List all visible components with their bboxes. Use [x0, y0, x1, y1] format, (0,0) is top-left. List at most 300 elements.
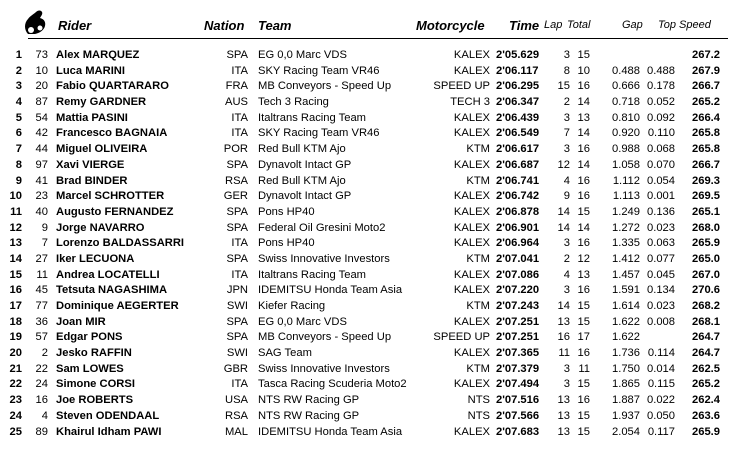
team-name: MB Conveyors - Speed Up	[258, 331, 392, 344]
best-lap: 3	[563, 111, 570, 124]
position: 16	[9, 284, 22, 297]
gap-to-first: 1.887	[612, 394, 640, 407]
best-time: 2'07.041	[496, 252, 540, 265]
team-name: NTS RW Racing GP	[258, 394, 360, 407]
gap-to-first: 1.335	[612, 237, 640, 250]
best-lap: 16	[557, 331, 570, 344]
motorcycle: KALEX	[453, 64, 490, 77]
best-lap: 3	[563, 362, 570, 375]
top-speed: 269.3	[692, 174, 720, 187]
rider-number: 42	[35, 127, 48, 140]
team-name: Italtrans Racing Team	[258, 111, 366, 124]
motorcycle: KTM	[466, 174, 490, 187]
gap-to-previous: 0.014	[647, 362, 675, 375]
nation: ITA	[231, 64, 248, 77]
total-laps: 15	[577, 300, 590, 312]
table-row	[0, 142, 738, 158]
gap-to-previous: 0.178	[647, 80, 675, 93]
rider-number: 16	[35, 394, 48, 407]
table-row	[0, 362, 738, 378]
top-speed: 265.8	[692, 143, 720, 156]
gap-to-first: 1.591	[612, 284, 640, 297]
rider-name: Fabio QUARTARARO	[56, 80, 169, 93]
motorcycle: NTS	[467, 394, 490, 407]
rider-name: Joan MIR	[56, 315, 106, 328]
col-gap-header: Gap	[622, 19, 643, 31]
rider-name: Simone CORSI	[56, 378, 135, 391]
gap-to-first: 0.988	[612, 143, 640, 156]
rider-name: Khairul Idham PAWI	[56, 425, 162, 438]
gap-to-first: 1.249	[612, 205, 640, 218]
motorcycle: KALEX	[453, 284, 490, 297]
table-row	[0, 111, 738, 127]
rider-number: 44	[35, 143, 48, 156]
gap-to-previous: 0.114	[647, 347, 675, 360]
rider-name: Alex MARQUEZ	[56, 49, 140, 61]
best-lap: 14	[557, 300, 570, 312]
motorcycle: KALEX	[453, 127, 490, 140]
rider-number: 87	[35, 96, 48, 109]
rider-number: 57	[35, 331, 48, 344]
motorcycle: KTM	[466, 362, 490, 375]
table-row	[0, 48, 738, 64]
motorcycle: KALEX	[453, 268, 490, 281]
motorcycle: KALEX	[453, 221, 490, 234]
col-total-header: Total	[567, 19, 591, 31]
rider-name: Sam LOWES	[56, 362, 124, 375]
position: 25	[9, 425, 22, 438]
rider-number: 45	[35, 284, 48, 297]
motorcycle: KALEX	[453, 315, 490, 328]
gap-to-previous: 0.068	[647, 143, 675, 156]
top-speed: 265.9	[692, 425, 720, 438]
rider-name: Jesko RAFFIN	[56, 347, 132, 360]
nation: ITA	[231, 378, 248, 391]
rider-number: 11	[36, 268, 48, 281]
gap-to-first: 0.810	[612, 111, 640, 124]
position: 11	[10, 205, 22, 218]
best-lap: 3	[563, 378, 570, 391]
gap-to-first: 1.750	[612, 362, 640, 375]
table-row	[0, 409, 738, 425]
position: 5	[15, 111, 22, 124]
table-row	[0, 299, 738, 315]
gap-to-previous: 0.070	[647, 158, 675, 171]
total-laps: 16	[577, 394, 590, 407]
best-time: 2'07.251	[496, 331, 540, 344]
gap-to-previous: 0.110	[647, 127, 675, 140]
nation: SPA	[226, 331, 248, 344]
best-lap: 13	[557, 425, 570, 438]
table-row	[0, 330, 738, 346]
team-name: SKY Racing Team VR46	[258, 127, 380, 140]
total-laps: 11	[578, 362, 590, 375]
nation: SPA	[226, 205, 248, 218]
best-lap: 12	[557, 158, 570, 171]
rider-number: 9	[41, 221, 48, 234]
position: 15	[9, 268, 22, 281]
best-lap: 2	[563, 96, 570, 109]
team-name: Red Bull KTM Ajo	[258, 174, 346, 187]
col-time-header: Time	[509, 18, 540, 33]
team-name: Dynavolt Intact GP	[258, 190, 352, 203]
rider-name: Mattia PASINI	[56, 111, 128, 124]
nation: SPA	[226, 252, 248, 265]
top-speed: 267.2	[692, 49, 720, 61]
total-laps: 15	[577, 49, 590, 61]
results-table	[0, 48, 738, 440]
nation: RSA	[224, 409, 248, 422]
gap-to-first: 1.622	[612, 331, 640, 344]
total-laps: 13	[577, 268, 590, 281]
best-time: 2'06.964	[496, 237, 540, 250]
gap-to-first: 1.113	[612, 190, 640, 203]
nation: USA	[224, 394, 248, 407]
nation: SPA	[226, 49, 248, 61]
nation: RSA	[224, 174, 248, 187]
table-row	[0, 346, 738, 362]
team-name: Tasca Racing Scuderia Moto2	[258, 378, 407, 391]
nation: SWI	[226, 300, 248, 312]
motorcycle: KALEX	[453, 378, 490, 391]
team-name: EG 0,0 Marc VDS	[258, 315, 347, 328]
position: 24	[9, 409, 22, 422]
rider-number: 73	[35, 49, 48, 61]
gap-to-previous: 0.023	[647, 221, 675, 234]
top-speed: 262.4	[692, 394, 720, 407]
best-time: 2'05.629	[496, 49, 540, 61]
position: 8	[15, 158, 22, 171]
nation: SPA	[226, 158, 248, 171]
results-header	[0, 0, 738, 38]
team-name: MB Conveyors - Speed Up	[258, 80, 392, 93]
total-laps: 15	[577, 378, 590, 391]
best-time: 2'07.220	[496, 284, 540, 297]
gap-to-previous: 0.134	[647, 284, 675, 297]
top-speed: 268.0	[692, 221, 720, 234]
top-speed: 265.2	[692, 96, 720, 109]
rider-number: 36	[35, 315, 48, 328]
table-row	[0, 158, 738, 174]
top-speed: 265.2	[692, 378, 720, 391]
motorcycle: KALEX	[453, 237, 490, 250]
position: 12	[9, 221, 22, 234]
nation: GER	[223, 190, 248, 203]
team-name: Pons HP40	[258, 205, 315, 218]
rider-name: Edgar PONS	[56, 331, 123, 344]
best-time: 2'07.516	[496, 394, 540, 407]
top-speed: 265.1	[692, 205, 720, 218]
nation: ITA	[231, 111, 248, 124]
col-team-header: Team	[258, 18, 292, 33]
team-name: NTS RW Racing GP	[258, 409, 360, 422]
rider-number: 89	[35, 425, 48, 438]
table-row	[0, 252, 738, 268]
motorcycle: KTM	[466, 300, 490, 312]
top-speed: 262.5	[692, 362, 720, 375]
rider-name: Augusto FERNANDEZ	[56, 205, 174, 218]
best-time: 2'06.617	[496, 143, 540, 156]
best-lap: 13	[557, 409, 570, 422]
motorcycle: KALEX	[453, 347, 490, 360]
col-motorcycle-header: Motorcycle	[416, 18, 485, 33]
table-row	[0, 268, 738, 284]
total-laps: 10	[577, 64, 590, 77]
best-time: 2'06.901	[496, 221, 540, 234]
team-name: Swiss Innovative Investors	[258, 252, 390, 265]
best-lap: 14	[557, 205, 570, 218]
top-speed: 266.7	[692, 158, 720, 171]
team-name: IDEMITSU Honda Team Asia	[258, 284, 403, 297]
top-speed: 264.7	[692, 347, 720, 360]
nation: JPN	[226, 284, 248, 297]
team-name: Kiefer Racing	[258, 300, 326, 312]
position: 13	[9, 237, 22, 250]
rider-name: Iker LECUONA	[56, 252, 135, 265]
best-time: 2'06.117	[496, 64, 539, 77]
position: 23	[9, 394, 22, 407]
gap-to-first: 1.457	[612, 268, 640, 281]
rider-name: Dominique AEGERTER	[56, 300, 179, 312]
best-lap: 7	[563, 127, 570, 140]
best-time: 2'07.379	[496, 362, 540, 375]
top-speed: 264.7	[692, 331, 720, 344]
rider-number: 2	[41, 347, 48, 360]
team-name: Swiss Innovative Investors	[258, 362, 390, 375]
gap-to-previous: 0.117	[647, 425, 675, 438]
position: 21	[9, 362, 22, 375]
best-lap: 15	[557, 80, 570, 93]
table-row	[0, 315, 738, 331]
rider-number: 41	[35, 174, 48, 187]
total-laps: 15	[577, 409, 590, 422]
gap-to-first: 2.054	[612, 425, 640, 438]
table-row	[0, 393, 738, 409]
table-row	[0, 205, 738, 221]
top-speed: 265.8	[692, 127, 720, 140]
best-lap: 3	[563, 49, 570, 61]
best-lap: 3	[563, 284, 570, 297]
position: 22	[9, 378, 22, 391]
rider-number: 20	[35, 80, 48, 93]
best-lap: 4	[563, 174, 570, 187]
best-time: 2'07.683	[496, 425, 540, 438]
total-laps: 16	[577, 237, 590, 250]
best-lap: 9	[563, 190, 570, 203]
nation: GBR	[223, 362, 248, 375]
nation: ITA	[231, 237, 248, 250]
gap-to-previous: 0.050	[647, 409, 675, 422]
table-row	[0, 377, 738, 393]
gap-to-first: 0.718	[612, 96, 640, 109]
motorcycle: KALEX	[453, 205, 490, 218]
gap-to-previous: 0.022	[647, 394, 675, 407]
total-laps: 14	[577, 221, 590, 234]
position: 7	[15, 143, 22, 156]
team-name: Federal Oil Gresini Moto2	[258, 221, 386, 234]
top-speed: 266.4	[692, 111, 720, 124]
position: 6	[15, 127, 22, 140]
best-time: 2'06.439	[496, 111, 540, 124]
table-row	[0, 189, 738, 205]
col-rider-header: Rider	[58, 18, 92, 33]
total-laps: 14	[577, 158, 590, 171]
position: 17	[9, 300, 22, 312]
rider-name: Jorge NAVARRO	[56, 221, 145, 234]
gap-to-previous: 0.045	[647, 268, 675, 281]
total-laps: 14	[577, 96, 590, 109]
team-name: Tech 3 Racing	[258, 96, 329, 109]
team-name: SKY Racing Team VR46	[258, 64, 380, 77]
table-row	[0, 236, 738, 252]
total-laps: 12	[577, 252, 590, 265]
rider-number: 40	[35, 205, 48, 218]
col-lap-header: Lap	[544, 19, 563, 31]
best-lap: 11	[558, 347, 570, 360]
rider-number: 23	[35, 190, 48, 203]
rider-number: 97	[35, 158, 48, 171]
table-row	[0, 64, 738, 80]
best-lap: 3	[563, 143, 570, 156]
top-speed: 270.6	[692, 284, 720, 297]
top-speed: 266.7	[692, 80, 720, 93]
rider-number: 77	[35, 300, 48, 312]
table-row	[0, 79, 738, 95]
position: 3	[15, 80, 22, 93]
best-lap: 2	[563, 252, 570, 265]
rider-number: 54	[35, 111, 48, 124]
gap-to-first: 1.736	[612, 347, 640, 360]
rider-name: Marcel SCHROTTER	[56, 190, 165, 203]
rider-number: 24	[35, 378, 48, 391]
position: 4	[15, 96, 22, 109]
team-name: Pons HP40	[258, 237, 315, 250]
rider-name: Steven ODENDAAL	[56, 409, 160, 422]
nation: SWI	[226, 347, 248, 360]
gap-to-previous: 0.052	[647, 96, 675, 109]
motorcycle: NTS	[467, 409, 490, 422]
rider-name: Lorenzo BALDASSARRI	[56, 237, 185, 250]
table-row	[0, 425, 738, 441]
best-time: 2'06.295	[496, 80, 540, 93]
total-laps: 15	[577, 425, 590, 438]
nation: POR	[223, 143, 248, 156]
motorcycle: KALEX	[453, 49, 490, 61]
nation: ITA	[231, 127, 248, 140]
best-time: 2'06.687	[496, 158, 540, 171]
table-row	[0, 126, 738, 142]
motorcycle: KALEX	[453, 190, 490, 203]
gap-to-first: 1.272	[612, 221, 640, 234]
gap-to-previous: 0.092	[647, 111, 675, 124]
gap-to-previous: 0.054	[647, 174, 675, 187]
top-speed: 268.2	[692, 300, 720, 312]
best-lap: 8	[563, 64, 570, 77]
best-time: 2'06.878	[496, 205, 540, 218]
best-lap: 3	[563, 237, 570, 250]
motorcycle-rider-logo-icon	[22, 8, 48, 36]
table-row	[0, 174, 738, 190]
best-lap: 4	[563, 268, 570, 281]
team-name: EG 0,0 Marc VDS	[258, 49, 347, 61]
rider-name: Remy GARDNER	[56, 96, 147, 109]
team-name: IDEMITSU Honda Team Asia	[258, 425, 403, 438]
total-laps: 16	[577, 347, 590, 360]
rider-name: Joe ROBERTS	[56, 394, 134, 407]
rider-name: Andrea LOCATELLI	[56, 268, 160, 281]
team-name: Italtrans Racing Team	[258, 268, 366, 281]
best-time: 2'07.243	[496, 300, 540, 312]
total-laps: 15	[577, 205, 590, 218]
table-row	[0, 221, 738, 237]
best-time: 2'07.365	[496, 347, 540, 360]
rider-name: Luca MARINI	[56, 64, 125, 77]
col-nation-header: Nation	[204, 18, 245, 33]
top-speed: 265.9	[692, 237, 720, 250]
total-laps: 16	[577, 80, 590, 93]
gap-to-first: 1.112	[612, 174, 640, 187]
total-laps: 13	[577, 111, 590, 124]
gap-to-first: 0.920	[612, 127, 640, 140]
best-lap: 14	[557, 221, 570, 234]
total-laps: 17	[577, 331, 590, 344]
best-time: 2'07.251	[496, 315, 540, 328]
nation: SPA	[226, 221, 248, 234]
rider-number: 27	[35, 252, 48, 265]
rider-name: Miguel OLIVEIRA	[56, 143, 148, 156]
total-laps: 16	[577, 174, 590, 187]
team-name: SAG Team	[258, 347, 312, 360]
top-speed: 267.0	[692, 268, 720, 281]
nation: ITA	[231, 268, 248, 281]
gap-to-first: 1.614	[612, 300, 640, 312]
position: 9	[15, 174, 22, 187]
nation: SPA	[226, 315, 248, 328]
rider-number: 10	[35, 64, 48, 77]
motorcycle: KTM	[466, 143, 490, 156]
gap-to-previous: 0.077	[647, 252, 675, 265]
best-lap: 13	[557, 315, 570, 328]
rider-number: 4	[41, 409, 48, 422]
motorcycle: SPEED UP	[433, 80, 490, 93]
motorcycle: KALEX	[453, 111, 490, 124]
gap-to-previous: 0.023	[647, 300, 675, 312]
best-time: 2'06.742	[496, 190, 540, 203]
rider-name: Xavi VIERGE	[56, 158, 125, 171]
nation: MAL	[224, 425, 248, 438]
total-laps: 16	[577, 143, 590, 156]
gap-to-first: 1.412	[612, 252, 640, 265]
gap-to-first: 1.865	[612, 378, 640, 391]
gap-to-first: 1.058	[612, 158, 640, 171]
rider-number: 7	[41, 237, 48, 250]
top-speed: 268.1	[692, 315, 720, 328]
position: 20	[9, 347, 22, 360]
total-laps: 15	[577, 315, 590, 328]
team-name: Red Bull KTM Ajo	[258, 143, 346, 156]
rider-name: Brad BINDER	[56, 174, 128, 187]
motorcycle: SPEED UP	[433, 331, 490, 344]
best-time: 2'06.549	[496, 127, 540, 140]
best-time: 2'07.494	[496, 378, 540, 391]
team-name: Dynavolt Intact GP	[258, 158, 352, 171]
gap-to-previous: 0.115	[647, 378, 675, 391]
position: 2	[15, 64, 22, 77]
best-time: 2'07.566	[496, 409, 540, 422]
nation: FRA	[225, 80, 248, 93]
rider-name: Tetsuta NAGASHIMA	[56, 284, 168, 297]
table-row	[0, 283, 738, 299]
